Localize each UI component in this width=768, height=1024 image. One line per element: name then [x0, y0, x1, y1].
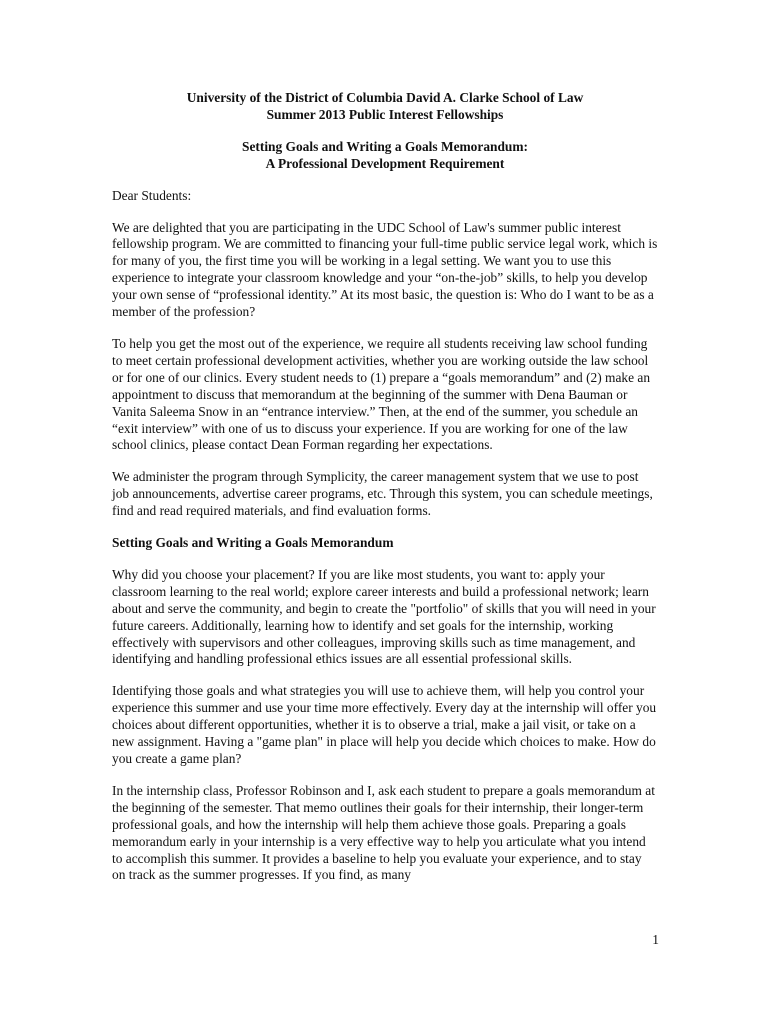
program-name: Summer 2013 Public Interest Fellowships [266, 106, 504, 122]
paragraph-strategies: Identifying those goals and what strategies you will use to achieve them, will help you control your experience this summer and use your time more effectively. Every day at the internship will offer you choices about different opportunities, whether it is to observe a trial, make a jail visit, or take on a new assignment. Having a "game plan" in place will help you decide which choices to make. How do you create a game plan? [112, 683, 657, 766]
page-number: 1 [652, 932, 659, 947]
paragraph-internship-class: In the internship class, Professor Robinson and I, ask each student to prepare a goals memorandum at the beginning of the semester. That memo outlines their goals for their internship, their longer-term professional goals, and how the internship will help them achieve those goals. Preparing a goals memorandum early in your internship is a very effective way to help you articulate what you intend to accomplish this summer. It provides a baseline to help you evaluate your experience, and to stay on track as the summer progresses. If you find, as many [112, 782, 655, 883]
institution-name: University of the District of Columbia David A. Clarke School of Law [186, 90, 584, 105]
section-heading: Setting Goals and Writing a Goals Memorandum [112, 535, 394, 551]
title-line-2: A Professional Development Requirement [265, 155, 505, 171]
document-header [112, 90, 658, 124]
paragraph-intro: We are delighted that you are participating in the UDC School of Law's summer public interest fellowship program. We are committed to financing your full-time public service legal work, which is for many of you, the first time you will be working in a legal setting. We want you to use this experience to integrate your classroom knowledge and your “on-the-job” skills, to help you develop your own sense of “professional identity.” At its most basic, the question is: Who do I want to be as a member of the profession? [112, 219, 658, 320]
document-title [112, 139, 658, 173]
salutation: Dear Students: [112, 187, 192, 203]
document-body [112, 90, 658, 884]
paragraph-requirements: To help you get the most out of the experience, we require all students receiving law school funding to meet certain professional development activities, whether you are working outside the law school or for one of our clinics. Every student needs to (1) prepare a “goals memorandum” and (2) make an appointment to discuss that memorandum at the beginning of the summer with Dena Bauman or Vanita Saleema Snow in an “entrance interview.” Then, at the end of the summer, you schedule an “exit interview” with one of us to discuss your experience. If you are working for one of the law school clinics, please contact Dean Forman regarding her expectations. [112, 335, 651, 453]
paragraph-symplicity: We administer the program through Symplicity, the career management system that we use to post job announcements, advertise career programs, etc. Through this system, you can schedule meetings, find and read required materials, and find evaluation forms. [112, 469, 653, 519]
title-line-1: Setting Goals and Writing a Goals Memorandum: [242, 138, 528, 154]
paragraph-placement: Why did you choose your placement? If you are like most students, you want to: apply your classroom learning to the real world; explore career interests and build a professional network; learn about and serve the community, and begin to create the "portfolio" of skills that you will need in your future careers. Additionally, learning how to identify and set goals for the internship, working effectively with supervisors and other colleagues, improving skills such as time management, and identifying and handling professional ethics issues are all essential professional skills. [112, 566, 656, 667]
